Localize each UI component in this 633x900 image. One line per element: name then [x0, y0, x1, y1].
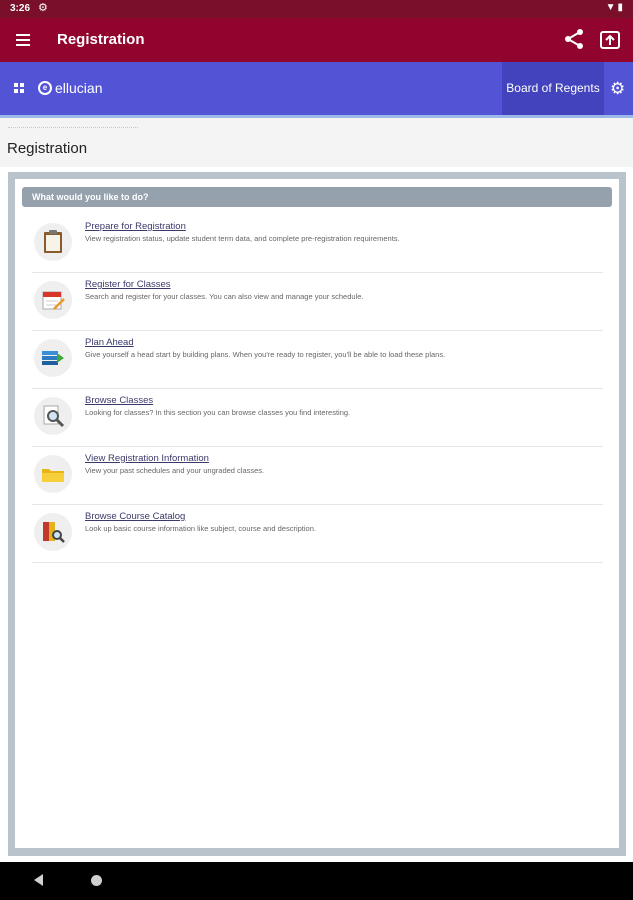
list-item[interactable]: [32, 447, 603, 505]
plan-ahead-link[interactable]: Plan Ahead: [85, 337, 134, 348]
clipboard-icon: [40, 229, 66, 255]
settings-notification-icon: ⚙: [38, 2, 48, 14]
icon-background: [34, 339, 72, 377]
browse-course-catalog-link[interactable]: Browse Course Catalog: [85, 511, 186, 522]
logo-text: ellucian: [55, 80, 103, 96]
status-time: 3:26: [10, 3, 31, 14]
gear-icon[interactable]: ⚙: [610, 79, 626, 98]
section-header: What would you like to do?: [22, 187, 612, 207]
back-icon[interactable]: [34, 874, 43, 886]
magnifier-document-icon: [40, 403, 66, 429]
content-frame: [8, 172, 626, 856]
stack-arrow-icon: [40, 345, 66, 371]
icon-background: [34, 513, 72, 551]
list-item[interactable]: [32, 215, 603, 273]
page-title: Registration: [7, 140, 88, 157]
list-item[interactable]: [32, 331, 603, 389]
open-external-icon[interactable]: [599, 29, 621, 51]
breadcrumb: [8, 127, 138, 130]
apps-grid-icon[interactable]: [14, 83, 24, 93]
list-item[interactable]: [32, 389, 603, 447]
home-icon[interactable]: [91, 875, 102, 886]
item-description: Look up basic course information like subject, course and description.: [85, 524, 316, 533]
item-description: View your past schedules and your ungraded classes.: [85, 466, 265, 475]
list-item[interactable]: [32, 505, 603, 563]
item-description: Give yourself a head start by building plans. When you're ready to register, you'll be able to load these plans.: [85, 350, 446, 359]
icon-background: [34, 455, 72, 493]
icon-background: [34, 397, 72, 435]
book-search-icon: [40, 519, 66, 545]
calendar-edit-icon: [40, 287, 66, 313]
android-nav-bar: [0, 862, 633, 900]
brand-bar: [0, 62, 633, 115]
registration-options-list: [32, 215, 603, 563]
page-header: [0, 118, 633, 167]
item-description: View registration status, update student term data, and complete pre-registration requirements.: [85, 234, 400, 243]
item-description: Looking for classes? In this section you can browse classes you find interesting.: [85, 408, 351, 417]
app-bar: [0, 18, 633, 62]
ellucian-logo: [38, 80, 102, 96]
institution-selector[interactable]: Board of Regents: [502, 62, 604, 115]
status-bar: [0, 0, 633, 18]
register-for-classes-link[interactable]: Register for Classes: [85, 279, 171, 290]
share-icon[interactable]: [563, 28, 585, 50]
view-registration-information-link[interactable]: View Registration Information: [85, 453, 209, 464]
item-description: Search and register for your classes. You can also view and manage your schedule.: [85, 292, 364, 301]
app-title: Registration: [57, 31, 145, 48]
folder-icon: [40, 461, 66, 487]
icon-background: [34, 223, 72, 261]
system-status-icons: ▼▮: [605, 2, 625, 13]
menu-icon[interactable]: [16, 28, 36, 50]
icon-background: [34, 281, 72, 319]
registration-card: [15, 179, 619, 848]
prepare-for-registration-link[interactable]: Prepare for Registration: [85, 221, 186, 232]
browse-classes-link[interactable]: Browse Classes: [85, 395, 154, 406]
list-item[interactable]: [32, 273, 603, 331]
ellucian-logo-icon: e: [38, 81, 52, 95]
